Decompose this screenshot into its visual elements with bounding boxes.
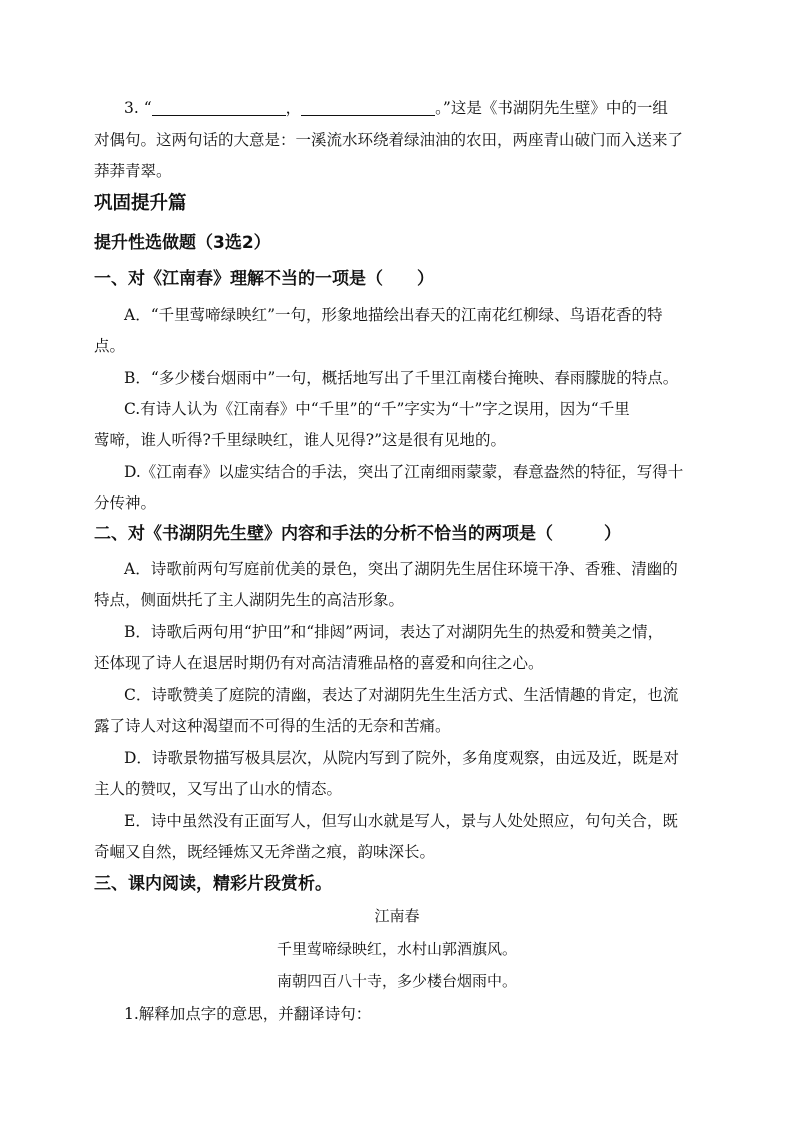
part-2-title: 二、对《书湖阴先生壁》内容和手法的分析不恰当的两项是（ ）	[94, 524, 621, 544]
part-2-option-e: E．诗中虽然没有正面写人，但写山水就是写人，景与人处处照应，句句关合，既	[124, 812, 678, 830]
question-3-tail: 。”这是《书湖阴先生壁》中的一组	[435, 99, 668, 117]
part-2-option-e-cont: 奇崛又自然，既经锤炼又无斧凿之痕，韵味深长。	[94, 843, 436, 861]
section-title: 巩固提升篇	[94, 193, 187, 214]
part-1-option-c-cont: 莺啼，谁人听得?千里绿映红，谁人见得?”这是很有见地的。	[94, 431, 507, 449]
blank-separator: ，	[285, 99, 302, 117]
part-1-option-d-cont: 分传神。	[94, 494, 157, 512]
part-1-option-a-cont: 点。	[94, 337, 126, 355]
part-2-option-d: D．诗歌景物描写极具层次，从院内写到了院外，多角度观察，由远及近，既是对	[124, 749, 679, 767]
answer-blank-2[interactable]	[301, 97, 435, 116]
question-3-line-3: 莽莽青翠。	[94, 162, 172, 180]
part-1-option-a: A．“千里莺啼绿映红”一句，形象地描绘出春天的江南花红柳绿、鸟语花香的特	[124, 306, 663, 324]
part-2-option-b-cont: 还体现了诗人在退居时期仍有对高洁清雅品格的喜爱和向往之心。	[94, 654, 544, 672]
question-3-number: 3. “	[124, 99, 152, 117]
poem-line-1: 千里莺啼绿映红，水村山郭酒旗风。	[276, 940, 517, 958]
question-3-line-1	[124, 92, 736, 124]
part-1-option-d: D.《江南春》以虚实结合的手法，突出了江南细雨蒙蒙，春意盎然的特征，写得十	[124, 463, 684, 481]
part-2-option-a-cont: 特点，侧面烘托了主人湖阴先生的高洁形象。	[94, 591, 405, 609]
part-2-option-a: A．诗歌前两句写庭前优美的景色，突出了湖阴先生居住环境干净、香雅、清幽的	[124, 560, 678, 578]
part-1-title: 一、对《江南春》理解不当的一项是（ ）	[94, 269, 434, 289]
poem-title: 江南春	[374, 907, 420, 925]
part-2-option-d-cont: 主人的赞叹，又写出了山水的情态。	[94, 780, 343, 798]
part-1-option-c: C.有诗人认为《江南春》中“千里”的“千”字实为“十”字之误用，因为“千里	[124, 400, 630, 418]
answer-blank-1[interactable]	[152, 97, 286, 116]
part-2-option-c: C．诗歌赞美了庭院的清幽，表达了对湖阴先生生活方式、生活情趣的肯定，也流	[124, 686, 679, 704]
part-1-option-b: B．“多少楼台烟雨中”一句，概括地写出了千里江南楼台掩映、春雨朦胧的特点。	[124, 369, 679, 387]
subsection-title: 提升性选做题（3选2）	[94, 233, 271, 253]
poem-line-2: 南朝四百八十寺，多少楼台烟雨中。	[276, 972, 517, 990]
part-2-option-b: B．诗歌后两句用“护田”和“排闼”两词，表达了对湖阴先生的热爱和赞美之情，	[124, 623, 664, 641]
part-3-question-1: 1.解释加点字的意思，并翻译诗句：	[124, 1005, 372, 1023]
part-3-title: 三、课内阅读，精彩片段赏析。	[94, 874, 332, 894]
part-2-option-c-cont: 露了诗人对这种渴望而不可得的生活的无奈和苦痛。	[94, 717, 451, 735]
question-3-line-2: 对偶句。这两句话的大意是：一溪流水环绕着绿油油的农田，两座青山破门而入送来了	[94, 131, 684, 149]
